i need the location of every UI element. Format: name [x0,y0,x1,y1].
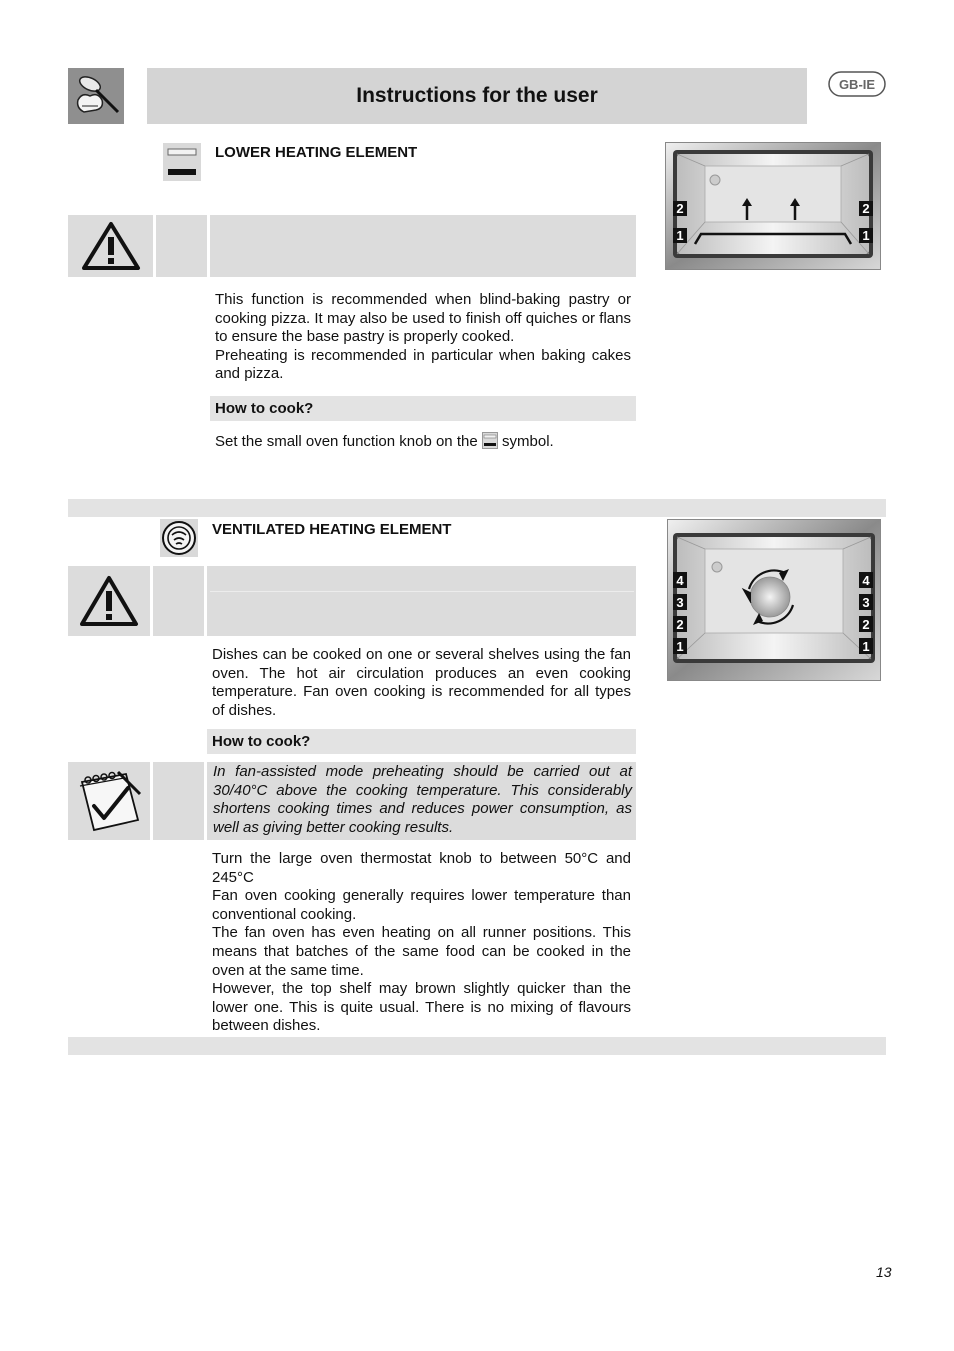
lower-element-instruction [215,432,635,452]
shelf-label: 2 [862,617,870,632]
page-number: 13 [876,1264,892,1280]
note-spacer [153,762,204,840]
paragraph: Fan oven cooking generally requires lower temperature than conventional cooking. [212,887,631,923]
shelf-label: 4 [676,573,684,588]
shelf-label: 2 [676,617,684,632]
fan-element-description [212,646,631,720]
fan-element-instructions [212,850,631,1036]
page-title-bar [147,68,807,124]
shelf-label: 3 [676,595,684,610]
language-badge [828,71,886,97]
fan-element-diagram [667,519,881,681]
preheat-note: In fan-assisted mode preheating should be carried out at 30/40°C above the cooking temperature. This considerably shortens cooking times and reduces power consumption, as well as giving better cooking results. [213,763,632,836]
lower-element-symbol-icon [482,432,498,449]
warning-cell [68,566,150,636]
warning-text-cell [210,215,636,277]
paragraph: However, the top shelf may brown slightly quicker than the lower one. This is quite usual. There is no mixing of flavours between dishes. [212,980,631,1035]
warning-icon [78,574,140,628]
paragraph: The fan oven has even heating on all runner positions. This means that batches of the same food can be cooked in the oven at the same time. [212,924,631,979]
chef-spoon-icon [68,68,124,124]
lower-element-heading: LOWER HEATING ELEMENT [215,144,418,161]
fan-element-icon [160,519,198,557]
how-to-cook-heading: How to cook? [207,729,636,754]
warning-icon [80,220,142,272]
shelf-label: 3 [862,595,870,610]
shelf-label: 2 [862,201,870,216]
lower-element-icon [163,143,201,181]
note-cell [68,762,150,840]
warning-spacer [156,215,207,277]
section-divider [68,499,886,517]
warning-cell [68,215,153,277]
shelf-label: 1 [862,228,870,243]
shelf-label: 2 [676,201,684,216]
paragraph: Dishes can be cooked on one or several shelves using the fan oven. The hot air circulation produces an even cooking temperature. Fan oven cooking is recommended for all types of dishes. [212,646,631,719]
brand-logo [68,68,124,124]
notepad-icon [74,768,144,834]
lower-element-description [215,291,631,384]
page-title: Instructions for the user [356,84,598,107]
shelf-label: 4 [862,573,870,588]
section-divider [68,1037,886,1055]
warning-spacer [153,566,204,636]
how-to-cook-heading: How to cook? [210,396,636,421]
paragraph: Turn the large oven thermostat knob to between 50°C and 245°C [212,850,631,886]
instruction-text: symbol. [502,433,554,450]
warning-text-cell [207,566,636,636]
language-badge-text: GB-IE [838,77,876,92]
shelf-label: 1 [862,639,870,654]
fan-element-heading: VENTILATED HEATING ELEMENT [212,521,452,538]
instruction-text: Set the small oven function knob on the [215,433,478,450]
paragraph: Preheating is recommended in particular when baking cakes and pizza. [215,346,631,383]
shelf-label: 1 [676,639,684,654]
shelf-label: 1 [676,228,684,243]
warning-divider [210,591,634,592]
lower-element-diagram [665,142,881,270]
paragraph: This function is recommended when blind-baking pastry or cooking pizza. It may also be used to finish off quiches or flans to ensure the base pastry is properly cooked. [215,291,631,346]
